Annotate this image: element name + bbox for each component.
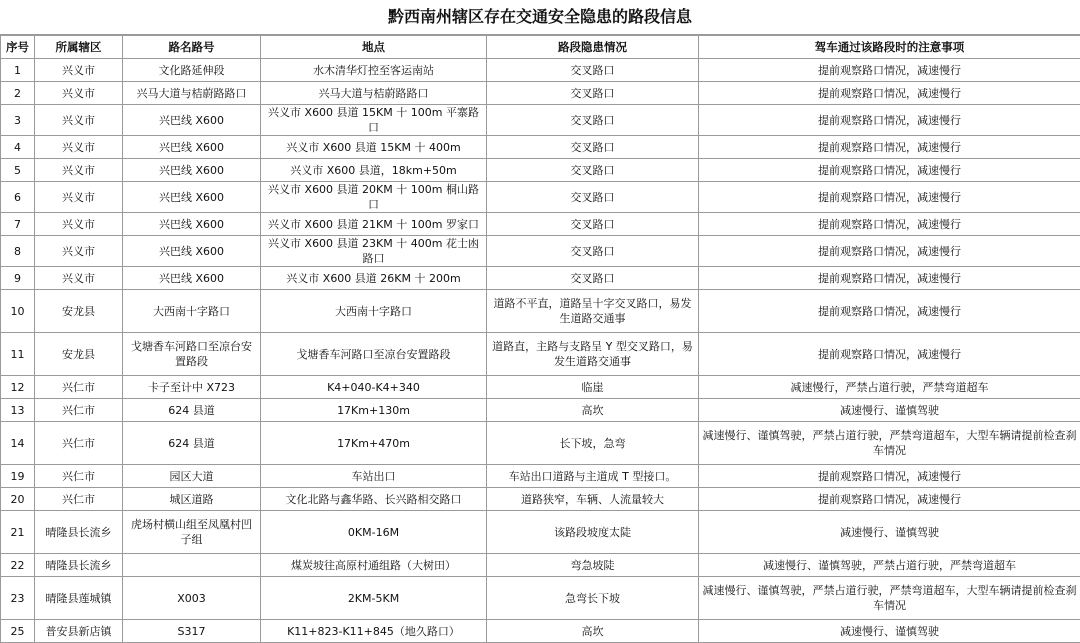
cell-hazard: 交叉路口: [487, 267, 699, 290]
cell-district: 兴义市: [35, 159, 123, 182]
cell-district: 兴义市: [35, 213, 123, 236]
cell-road: [123, 554, 261, 577]
table-row: [1, 136, 1080, 159]
cell-note: 减速慢行、谨慎驾驶，严禁占道行驶，严禁弯道超车: [699, 554, 1080, 577]
cell-road: 戈塘香车河路口至凉台安置路段: [123, 333, 261, 376]
cell-no: 6: [1, 182, 35, 213]
cell-hazard: 道路直，主路与支路呈 Y 型交叉路口，易发生道路交通事: [487, 333, 699, 376]
cell-district: 兴仁市: [35, 488, 123, 511]
cell-district: 普安县新店镇: [35, 620, 123, 643]
cell-place: 文化北路与鑫华路、长兴路相交路口: [261, 488, 487, 511]
cell-hazard: 道路狭窄，车辆、人流量较大: [487, 488, 699, 511]
cell-note: 减速慢行、谨慎驾驶: [699, 620, 1080, 643]
cell-place: 17Km+130m: [261, 399, 487, 422]
cell-road: 卡子至计中 X723: [123, 376, 261, 399]
cell-hazard: 交叉路口: [487, 213, 699, 236]
cell-no: 12: [1, 376, 35, 399]
header-row: [1, 36, 1080, 59]
cell-road: S317: [123, 620, 261, 643]
road-hazard-table: [0, 35, 1080, 643]
table-row: [1, 236, 1080, 267]
cell-note: 提前观察路口情况，减速慢行: [699, 333, 1080, 376]
cell-place: 0KM-16M: [261, 511, 487, 554]
cell-road: 大西南十字路口: [123, 290, 261, 333]
cell-hazard: 临崖: [487, 376, 699, 399]
table-row: [1, 376, 1080, 399]
cell-note: 减速慢行、谨慎驾驶，严禁占道行驶，严禁弯道超车，大型车辆请提前检查刹车情况: [699, 577, 1080, 620]
col-header-hazard: 路段隐患情况: [487, 36, 699, 59]
cell-note: 提前观察路口情况，减速慢行: [699, 82, 1080, 105]
cell-note: 提前观察路口情况，减速慢行: [699, 290, 1080, 333]
cell-no: 4: [1, 136, 35, 159]
cell-place: 17Km+470m: [261, 422, 487, 465]
cell-no: 3: [1, 105, 35, 136]
cell-road: 兴巴线 X600: [123, 267, 261, 290]
table-row: [1, 465, 1080, 488]
cell-hazard: 车站出口道路与主道成 T 型接口。: [487, 465, 699, 488]
cell-no: 2: [1, 82, 35, 105]
cell-note: 提前观察路口情况，减速慢行: [699, 159, 1080, 182]
cell-no: 22: [1, 554, 35, 577]
cell-district: 晴隆县长流乡: [35, 511, 123, 554]
cell-hazard: 交叉路口: [487, 182, 699, 213]
cell-district: 兴义市: [35, 182, 123, 213]
cell-place: 兴义市 X600 县道 20KM 十 100m 桐山路口: [261, 182, 487, 213]
cell-note: 提前观察路口情况，减速慢行: [699, 59, 1080, 82]
cell-hazard: 弯急坡陡: [487, 554, 699, 577]
table-row: [1, 290, 1080, 333]
cell-district: 兴义市: [35, 105, 123, 136]
cell-no: 8: [1, 236, 35, 267]
cell-road: 兴巴线 X600: [123, 136, 261, 159]
cell-note: 提前观察路口情况，减速慢行: [699, 267, 1080, 290]
cell-no: 1: [1, 59, 35, 82]
cell-no: 5: [1, 159, 35, 182]
cell-no: 11: [1, 333, 35, 376]
cell-note: 提前观察路口情况，减速慢行: [699, 236, 1080, 267]
cell-hazard: 该路段坡度太陡: [487, 511, 699, 554]
table-row: [1, 333, 1080, 376]
cell-hazard: 高坎: [487, 399, 699, 422]
cell-district: 兴仁市: [35, 465, 123, 488]
cell-no: 21: [1, 511, 35, 554]
cell-district: 兴仁市: [35, 399, 123, 422]
cell-note: 减速慢行，严禁占道行驶，严禁弯道超车: [699, 376, 1080, 399]
cell-no: 7: [1, 213, 35, 236]
cell-place: 兴义市 X600 县道 21KM 十 100m 罗家口: [261, 213, 487, 236]
cell-place: 大西南十字路口: [261, 290, 487, 333]
table-row: [1, 159, 1080, 182]
cell-road: 兴马大道与桔蔚路路口: [123, 82, 261, 105]
cell-hazard: 长下坡，急弯: [487, 422, 699, 465]
table-row: [1, 182, 1080, 213]
table-row: [1, 82, 1080, 105]
cell-hazard: 交叉路口: [487, 159, 699, 182]
cell-district: 安龙县: [35, 290, 123, 333]
cell-place: 兴义市 X600 县道 15KM 十 400m: [261, 136, 487, 159]
cell-place: 兴义市 X600 县道 15KM 十 100m 平寨路口: [261, 105, 487, 136]
table-row: [1, 213, 1080, 236]
table-row: [1, 267, 1080, 290]
col-header-no: 序号: [1, 36, 35, 59]
cell-road: 兴巴线 X600: [123, 213, 261, 236]
cell-hazard: 急弯长下坡: [487, 577, 699, 620]
table-row: [1, 422, 1080, 465]
cell-place: K11+823-K11+845（地久路口）: [261, 620, 487, 643]
col-header-road: 路名路号: [123, 36, 261, 59]
cell-note: 减速慢行、谨慎驾驶: [699, 399, 1080, 422]
table-row: [1, 620, 1080, 643]
cell-road: 文化路延伸段: [123, 59, 261, 82]
cell-note: 减速慢行、谨慎驾驶: [699, 511, 1080, 554]
cell-district: 晴隆县长流乡: [35, 554, 123, 577]
cell-no: 10: [1, 290, 35, 333]
col-header-note: 驾车通过该路段时的注意事项: [699, 36, 1080, 59]
cell-road: 园区大道: [123, 465, 261, 488]
cell-road: 624 县道: [123, 399, 261, 422]
cell-note: 减速慢行、谨慎驾驶，严禁占道行驶，严禁弯道超车，大型车辆请提前检查刹车情况: [699, 422, 1080, 465]
cell-no: 9: [1, 267, 35, 290]
cell-note: 提前观察路口情况，减速慢行: [699, 465, 1080, 488]
cell-note: 提前观察路口情况，减速慢行: [699, 136, 1080, 159]
cell-note: 提前观察路口情况，减速慢行: [699, 488, 1080, 511]
cell-hazard: 交叉路口: [487, 59, 699, 82]
cell-district: 兴义市: [35, 82, 123, 105]
table-row: [1, 105, 1080, 136]
cell-hazard: 交叉路口: [487, 82, 699, 105]
cell-place: 兴义市 X600 县道，18km+50m: [261, 159, 487, 182]
table-row: [1, 59, 1080, 82]
col-header-district: 所属辖区: [35, 36, 123, 59]
cell-district: 兴义市: [35, 236, 123, 267]
cell-no: 19: [1, 465, 35, 488]
table-row: [1, 488, 1080, 511]
cell-road: 兴巴线 X600: [123, 182, 261, 213]
cell-no: 20: [1, 488, 35, 511]
cell-road: 虎场村横山组至凤凰村凹子组: [123, 511, 261, 554]
cell-road: 兴巴线 X600: [123, 159, 261, 182]
cell-district: 安龙县: [35, 333, 123, 376]
cell-note: 提前观察路口情况，减速慢行: [699, 105, 1080, 136]
cell-no: 14: [1, 422, 35, 465]
cell-hazard: 道路不平直，道路呈十字交叉路口，易发生道路交通事: [487, 290, 699, 333]
cell-district: 兴仁市: [35, 376, 123, 399]
table-title: 黔西南州辖区存在交通安全隐患的路段信息: [0, 0, 1080, 35]
cell-no: 23: [1, 577, 35, 620]
cell-district: 兴仁市: [35, 422, 123, 465]
cell-road: 兴巴线 X600: [123, 236, 261, 267]
cell-hazard: 交叉路口: [487, 236, 699, 267]
cell-road: 兴巴线 X600: [123, 105, 261, 136]
cell-hazard: 高坎: [487, 620, 699, 643]
col-header-place: 地点: [261, 36, 487, 59]
cell-district: 兴义市: [35, 136, 123, 159]
cell-place: 兴义市 X600 县道 23KM 十 400m 花士凼路口: [261, 236, 487, 267]
cell-place: 2KM-5KM: [261, 577, 487, 620]
cell-hazard: 交叉路口: [487, 136, 699, 159]
cell-road: 624 县道: [123, 422, 261, 465]
cell-place: K4+040-K4+340: [261, 376, 487, 399]
cell-no: 13: [1, 399, 35, 422]
cell-road: 城区道路: [123, 488, 261, 511]
cell-note: 提前观察路口情况，减速慢行: [699, 213, 1080, 236]
cell-place: 兴马大道与桔蔚路路口: [261, 82, 487, 105]
cell-district: 兴义市: [35, 267, 123, 290]
table-row: [1, 554, 1080, 577]
cell-note: 提前观察路口情况，减速慢行: [699, 182, 1080, 213]
cell-district: 兴义市: [35, 59, 123, 82]
cell-place: 戈塘香车河路口至凉台安置路段: [261, 333, 487, 376]
table-row: [1, 511, 1080, 554]
cell-place: 兴义市 X600 县道 26KM 十 200m: [261, 267, 487, 290]
cell-hazard: 交叉路口: [487, 105, 699, 136]
table-row: [1, 577, 1080, 620]
cell-road: X003: [123, 577, 261, 620]
cell-place: 车站出口: [261, 465, 487, 488]
cell-place: 水木清华灯控至客运南站: [261, 59, 487, 82]
cell-district: 晴隆县莲城镇: [35, 577, 123, 620]
table-row: [1, 399, 1080, 422]
cell-place: 煤炭坡往高原村通组路（大树田）: [261, 554, 487, 577]
cell-no: 25: [1, 620, 35, 643]
